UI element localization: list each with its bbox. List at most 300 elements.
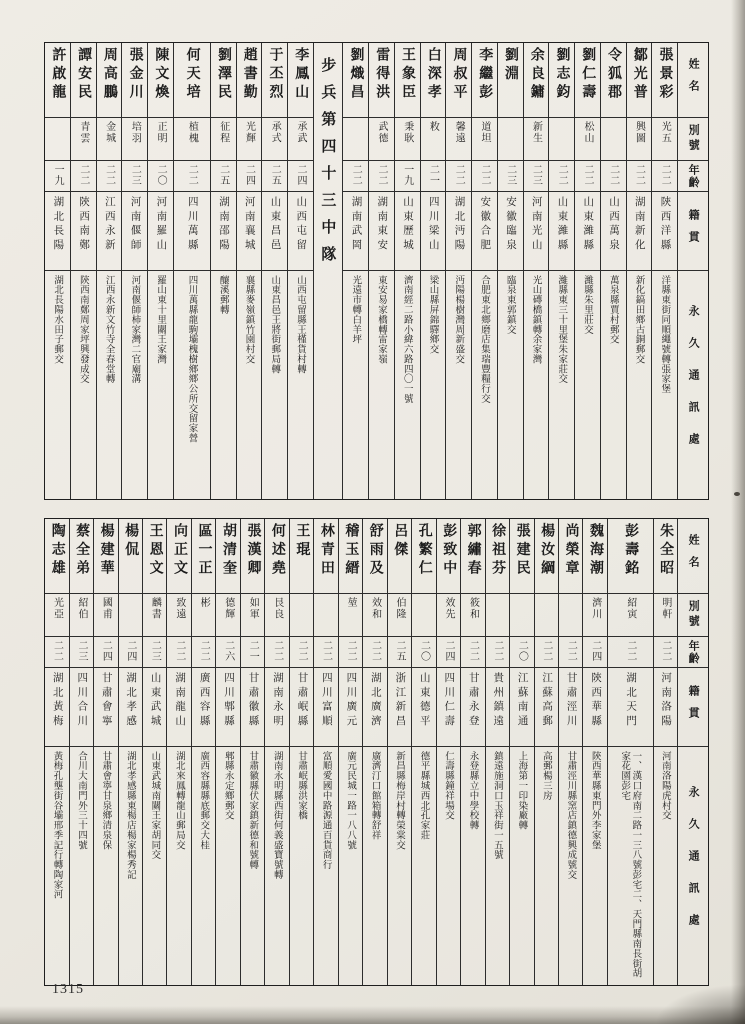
cell-native	[608, 668, 653, 747]
cell-address	[601, 271, 626, 499]
person-age: 二二	[350, 164, 362, 187]
person-column	[548, 43, 574, 499]
person-address: 新化鎬田鄉古銅郵交	[633, 275, 645, 364]
cell-name	[167, 519, 190, 594]
person-native: 山東濰縣	[582, 196, 595, 253]
cell-address	[216, 747, 239, 985]
person-column	[70, 43, 96, 499]
person-alias: 秉耿	[401, 121, 413, 144]
person-name: 向正文	[172, 523, 189, 579]
header-name-label: 姓名	[687, 534, 701, 578]
person-native: 陝西洋縣	[659, 196, 672, 253]
person-name: 譚安民	[76, 47, 93, 103]
person-column	[118, 519, 142, 985]
person-column	[45, 519, 68, 985]
header-name-label: 姓名	[687, 58, 701, 102]
cell-alias	[461, 594, 484, 637]
person-address: 郫縣永定鄉郵交	[222, 751, 234, 821]
header-age-label: 年齡	[687, 639, 701, 665]
cell-native	[216, 668, 239, 747]
person-column	[607, 519, 653, 985]
cell-address	[437, 747, 460, 985]
person-column	[523, 43, 549, 499]
person-column	[215, 519, 239, 985]
cell-age	[241, 637, 264, 668]
cell-age	[498, 161, 523, 192]
person-column	[236, 43, 262, 499]
cell-address	[237, 271, 262, 499]
cell-alias	[535, 594, 558, 637]
cell-name	[652, 43, 677, 118]
person-native: 山西屯留	[295, 196, 308, 253]
person-alias: 光輝	[243, 121, 255, 144]
person-alias: 征程	[217, 121, 229, 144]
person-alias: 德輝	[222, 597, 234, 620]
cell-alias	[339, 594, 362, 637]
person-alias: 金城	[103, 121, 115, 144]
cell-alias	[70, 594, 93, 637]
cell-native	[583, 668, 606, 747]
cell-age	[71, 161, 96, 192]
scan-edge-right	[731, 0, 745, 1024]
person-name: 張景彩	[657, 47, 674, 103]
cell-alias	[601, 118, 626, 161]
person-name: 楊汝綱	[539, 523, 556, 579]
person-alias: 道坦	[478, 121, 490, 144]
cell-alias	[211, 118, 236, 161]
person-age: 二五	[269, 164, 281, 187]
cell-address	[174, 271, 210, 499]
cell-name	[608, 519, 653, 594]
person-age: 二二	[453, 164, 465, 187]
cell-address	[412, 747, 435, 985]
cell-native	[97, 192, 122, 271]
cell-native	[486, 668, 509, 747]
person-address: 甘肅岷縣洪家橋	[296, 751, 308, 821]
cell-age	[535, 637, 558, 668]
person-address: 廣濟汀口館箱轉舒祥	[369, 751, 381, 840]
cell-age	[45, 637, 68, 668]
person-native: 山東昌邑	[269, 196, 282, 253]
person-age: 二一	[427, 164, 439, 187]
person-native: 甘肅徽縣	[247, 672, 260, 729]
person-native: 湖北孝感	[125, 672, 138, 729]
header-cell-native	[678, 192, 708, 271]
person-native: 四川仁壽	[443, 672, 456, 729]
cell-age	[421, 161, 446, 192]
cell-name	[549, 43, 574, 118]
person-name: 稽玉縉	[343, 523, 360, 579]
cell-alias	[192, 594, 215, 637]
person-column	[574, 43, 600, 499]
cell-age	[143, 637, 166, 668]
cell-name	[45, 43, 70, 118]
cell-alias	[388, 594, 411, 637]
cell-address	[148, 271, 173, 499]
cell-alias	[167, 594, 190, 637]
person-column	[368, 43, 394, 499]
person-name: 彭致中	[441, 523, 458, 579]
cell-name	[388, 519, 411, 594]
person-native: 湖南龍山	[174, 672, 187, 729]
cell-address	[94, 747, 117, 985]
person-alias: 效和	[369, 597, 381, 620]
person-age: 二二	[556, 164, 568, 187]
cell-age	[583, 637, 606, 668]
cell-alias	[652, 118, 677, 161]
scan-edge-bottom	[0, 1006, 745, 1024]
cell-age	[339, 637, 362, 668]
cell-address	[167, 747, 190, 985]
person-name: 周高鵬	[101, 47, 118, 103]
cell-native	[314, 668, 337, 747]
cell-address	[510, 747, 533, 985]
person-column	[445, 43, 471, 499]
cell-alias	[486, 594, 509, 637]
cell-native	[265, 668, 288, 747]
person-address: 濰縣東三十里堡朱家莊交	[556, 275, 568, 384]
person-alias: 麟書	[149, 597, 161, 620]
cell-native	[369, 192, 394, 271]
person-column	[600, 43, 626, 499]
cell-address	[290, 747, 313, 985]
cell-name	[265, 519, 288, 594]
cell-age	[70, 637, 93, 668]
person-address: 萬泉縣賈村郵交	[607, 275, 619, 345]
cell-age	[216, 637, 239, 668]
person-address: 濟南經二路小緯六路四〇一號	[401, 275, 413, 404]
cell-name	[412, 519, 435, 594]
cell-name	[262, 43, 287, 118]
cell-name	[237, 43, 262, 118]
person-age: 二〇	[516, 640, 528, 663]
person-column	[173, 43, 210, 499]
person-column	[342, 43, 368, 499]
person-column	[362, 519, 386, 985]
header-alias-label: 別號	[687, 600, 701, 630]
person-alias: 武德	[375, 121, 387, 144]
person-address: 新昌縣梅岸村轉榮棠交	[394, 751, 406, 850]
cell-age	[437, 637, 460, 668]
cell-age	[363, 637, 386, 668]
cell-name	[446, 43, 471, 118]
cell-native	[575, 192, 600, 271]
person-age: 二二	[540, 640, 552, 663]
cell-alias	[524, 118, 549, 161]
cell-name	[461, 519, 484, 594]
cell-age	[262, 161, 287, 192]
cell-name	[627, 43, 652, 118]
cell-age	[510, 637, 533, 668]
cell-age	[167, 637, 190, 668]
person-alias: 彬	[198, 597, 210, 609]
person-alias: 濟川	[589, 597, 601, 620]
cell-age	[94, 637, 117, 668]
person-address: 羅山東十里關王家灣	[155, 275, 167, 364]
person-address: 甘肅徽縣伏家鎮新德和號轉	[247, 751, 259, 870]
cell-age	[654, 637, 677, 668]
person-column	[121, 43, 147, 499]
cell-alias	[395, 118, 420, 161]
person-native: 河南偃師	[129, 196, 142, 253]
person-native: 湖北黃梅	[51, 672, 64, 729]
person-name: 王琨	[294, 523, 311, 560]
person-address: 四川萬縣龍駒壩槐樹鄉鄉公所交留家營	[186, 275, 198, 443]
person-column	[96, 43, 122, 499]
person-column	[210, 43, 236, 499]
cell-native	[290, 668, 313, 747]
person-name: 朱全昭	[658, 523, 675, 579]
person-column	[69, 519, 93, 985]
cell-name	[94, 519, 117, 594]
person-name: 白深孝	[425, 47, 442, 103]
cell-address	[343, 271, 368, 499]
person-native: 湖北廣濟	[369, 672, 382, 729]
person-native: 湖北沔陽	[453, 196, 466, 253]
cell-native	[122, 192, 147, 271]
person-alias: 堃	[345, 597, 357, 609]
person-address: 濰縣朱里莊交	[581, 275, 593, 335]
person-age: 二四	[295, 164, 306, 187]
cell-native	[395, 192, 420, 271]
person-name: 劉澤民	[215, 47, 232, 103]
person-alias: 新生	[530, 121, 542, 144]
header-alias-label: 別號	[687, 124, 701, 154]
cell-alias	[510, 594, 533, 637]
cell-name	[535, 519, 558, 594]
person-age: 二四	[243, 164, 255, 187]
cell-age	[211, 161, 236, 192]
cell-age	[472, 161, 497, 192]
person-column	[485, 519, 509, 985]
person-alias: 紹伯	[75, 597, 87, 620]
cell-name	[498, 43, 523, 118]
person-address: 湖南永明縣西街何義盛寶號轉	[271, 751, 283, 880]
person-native: 四川富順	[320, 672, 333, 729]
cell-name	[290, 519, 313, 594]
cell-age	[549, 161, 574, 192]
person-column	[420, 43, 446, 499]
person-column	[240, 519, 264, 985]
cell-address	[549, 271, 574, 499]
cell-alias	[94, 594, 117, 637]
person-column	[460, 519, 484, 985]
person-native: 江蘇高郵	[541, 672, 554, 729]
person-name: 劉志鈞	[554, 47, 571, 103]
cell-address	[97, 271, 122, 499]
cell-native	[71, 192, 96, 271]
person-address: 廣元民城一路一八八號	[345, 751, 357, 850]
person-native: 河南光山	[530, 196, 543, 253]
document-sheet	[44, 42, 709, 986]
cell-age	[288, 161, 313, 192]
person-native: 四川廣元	[345, 672, 358, 729]
person-column	[534, 519, 558, 985]
cell-age	[412, 637, 435, 668]
person-native: 山東武城	[149, 672, 162, 729]
person-alias: 伯隆	[394, 597, 406, 620]
person-name: 于丕烈	[267, 47, 284, 103]
person-column	[411, 519, 435, 985]
person-age: 二二	[478, 164, 490, 187]
cell-address	[314, 747, 337, 985]
cell-native	[339, 668, 362, 747]
header-cell-alias	[678, 594, 708, 637]
person-name: 李繼彭	[477, 47, 494, 103]
cell-address	[559, 747, 582, 985]
cell-address	[262, 271, 287, 499]
cell-name	[314, 519, 337, 594]
cell-age	[122, 161, 147, 192]
person-address: 湖北孝感縣東楊店楊家楊秀記	[124, 751, 136, 880]
person-address: 鎮遠施洞口玉祥街一五號	[491, 751, 503, 860]
person-age: 二二	[375, 164, 387, 187]
cell-native	[211, 192, 236, 271]
person-address: 德平縣城西北孔家莊	[418, 751, 430, 840]
cell-native	[601, 192, 626, 271]
person-address: 臨泉東郭鎮交	[504, 275, 516, 335]
cell-name	[71, 43, 96, 118]
header-cell-age	[678, 161, 708, 192]
cell-age	[601, 161, 626, 192]
scan-artifact-speck	[734, 492, 740, 496]
person-column	[394, 43, 420, 499]
cell-native	[192, 668, 215, 747]
cell-alias	[119, 594, 142, 637]
person-alias: 承武	[295, 121, 306, 144]
cell-address	[472, 271, 497, 499]
cell-alias	[421, 118, 446, 161]
cell-alias	[71, 118, 96, 161]
cell-address	[446, 271, 471, 499]
person-age: 二二	[186, 164, 198, 187]
cell-address	[388, 747, 411, 985]
cell-age	[174, 161, 210, 192]
person-age: 一九	[52, 164, 64, 187]
header-cell-native	[678, 668, 708, 747]
person-native: 甘肅會寧	[100, 672, 113, 729]
person-column	[558, 519, 582, 985]
cell-native	[549, 192, 574, 271]
person-column	[436, 519, 460, 985]
person-native: 安徽合肥	[479, 196, 492, 253]
cell-name	[339, 519, 362, 594]
person-name: 徐祖芬	[490, 523, 507, 579]
cell-alias	[363, 594, 386, 637]
person-alias: 植槐	[186, 121, 198, 144]
cell-alias	[369, 118, 394, 161]
cell-native	[241, 668, 264, 747]
person-name: 尚榮章	[563, 523, 580, 579]
cell-native	[654, 668, 677, 747]
person-address: 洋縣東街同順繩號轉張家堡	[659, 275, 671, 394]
cell-native	[412, 668, 435, 747]
person-name: 雷得洪	[374, 47, 391, 103]
cell-address	[369, 271, 394, 499]
person-name: 劉熾昌	[348, 47, 365, 103]
cell-native	[437, 668, 460, 747]
page-number: 1315	[52, 982, 84, 997]
person-column	[289, 519, 313, 985]
cell-alias	[97, 118, 122, 161]
person-column	[142, 519, 166, 985]
person-age: 二四	[589, 640, 601, 663]
cell-address	[395, 271, 420, 499]
cell-address	[339, 747, 362, 985]
person-name: 郭繡春	[465, 523, 482, 579]
person-address: 廣西容縣縣底郵交大桂	[198, 751, 210, 850]
person-age: 二四	[100, 640, 112, 663]
person-age: 二三	[504, 164, 516, 187]
cell-age	[290, 637, 313, 668]
cell-alias	[45, 118, 70, 161]
person-address: 上海第一印染廠轉	[516, 751, 528, 831]
person-address: 永登縣立中學校轉	[467, 751, 479, 831]
cell-alias	[343, 118, 368, 161]
cell-alias	[472, 118, 497, 161]
person-name: 蔡全弟	[74, 523, 91, 579]
person-age: 二二	[607, 164, 619, 187]
header-address-label: 永久通訊處	[687, 786, 701, 946]
cell-name	[575, 43, 600, 118]
person-address: 仁壽縣鐘祥場交	[442, 751, 454, 821]
person-age: 二二	[491, 640, 503, 663]
person-native: 湖南永明	[271, 672, 284, 729]
person-native: 甘肅永登	[467, 672, 480, 729]
person-native: 山西萬泉	[608, 196, 620, 253]
person-column	[471, 43, 497, 499]
person-age: 二三	[149, 640, 161, 663]
header-age-label: 年齡	[687, 163, 701, 189]
cell-native	[119, 668, 142, 747]
person-age: 二二	[624, 640, 636, 663]
cell-alias	[265, 594, 288, 637]
person-native: 江蘇南通	[516, 672, 529, 729]
cell-name	[472, 43, 497, 118]
person-native: 甘肅涇川	[565, 672, 578, 729]
cell-address	[45, 747, 68, 985]
cell-name	[343, 43, 368, 118]
person-address: 山東武城南關王家胡同交	[149, 751, 161, 860]
person-alias: 培羽	[129, 121, 141, 144]
cell-age	[265, 637, 288, 668]
person-column	[45, 43, 70, 499]
header-cell-age	[678, 637, 708, 668]
person-column	[287, 43, 313, 499]
cell-address	[122, 271, 147, 499]
person-native: 山東濰縣	[556, 196, 569, 253]
cell-age	[388, 637, 411, 668]
person-native: 四川郫縣	[223, 672, 236, 729]
person-native: 河南羅山	[155, 196, 168, 253]
cell-address	[583, 747, 606, 985]
person-address: 合川大南門外三十四號	[75, 751, 87, 850]
cell-native	[143, 668, 166, 747]
cell-age	[45, 161, 70, 192]
person-alias: 艮良	[271, 597, 283, 620]
cell-name	[148, 43, 173, 118]
person-column	[651, 43, 677, 499]
person-alias: 馨遠	[453, 121, 465, 144]
cell-address	[45, 271, 70, 499]
person-name: 張建民	[514, 523, 531, 579]
person-address: 陝西南鄭周家坪興發成交	[77, 275, 89, 384]
person-address: 沔陽楊樹灣周新盛交	[453, 275, 465, 364]
cell-alias	[174, 118, 210, 161]
cell-alias	[122, 118, 147, 161]
cell-age	[148, 161, 173, 192]
cell-native	[510, 668, 533, 747]
